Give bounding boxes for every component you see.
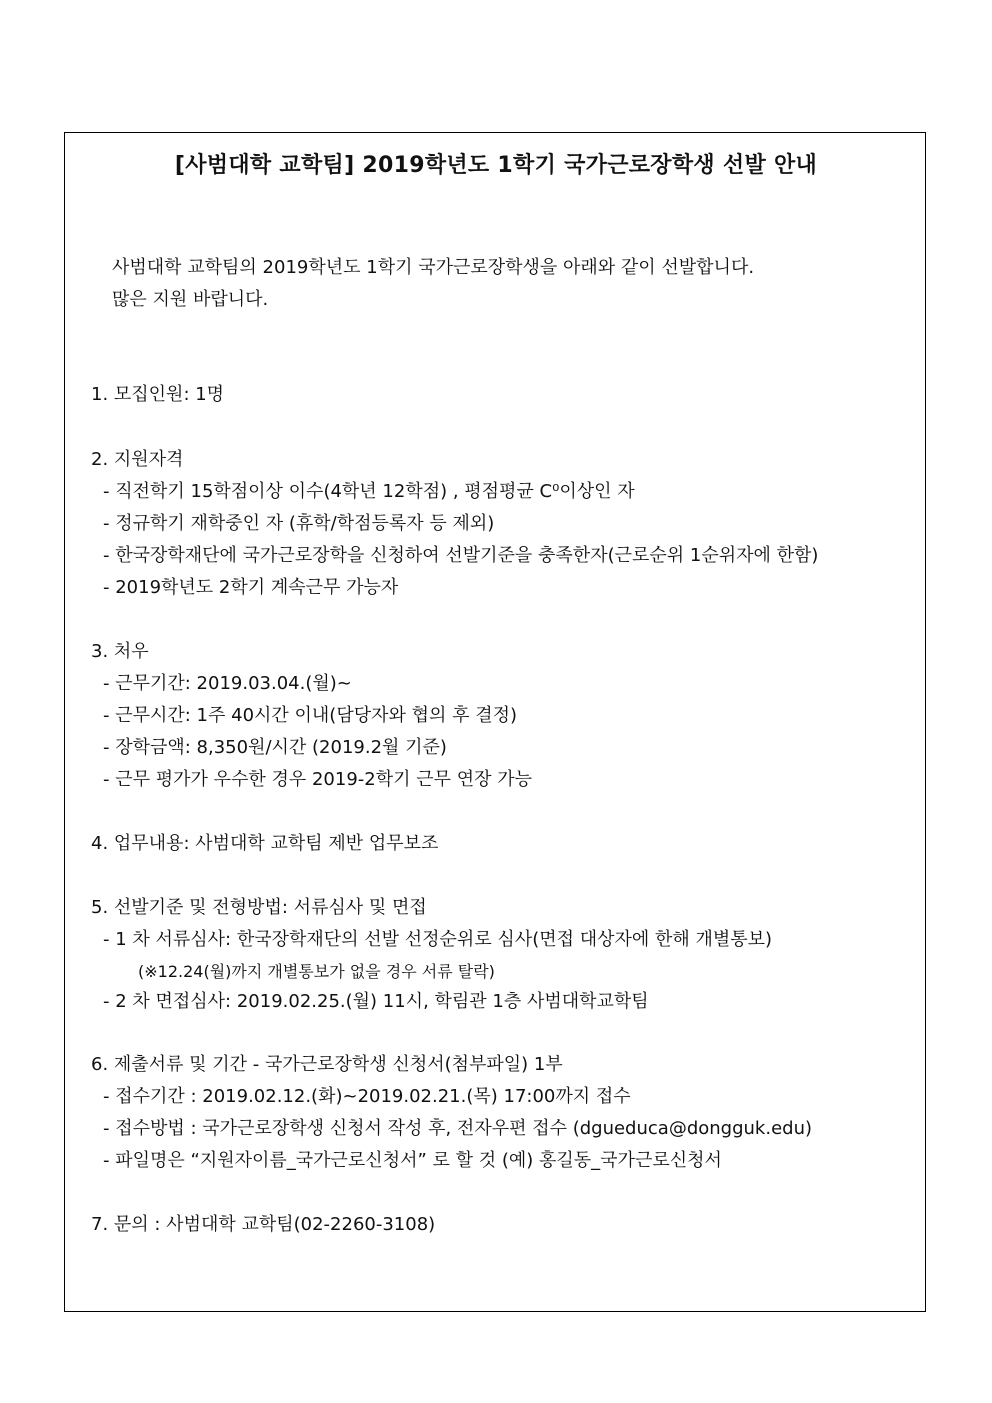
document-title: [사범대학 교학팀] 2019학년도 1학기 국가근로장학생 선발 안내 xyxy=(174,153,818,178)
benefits-item: - 근무 평가가 우수한 경우 2019-2학기 근무 연장 가능 xyxy=(103,769,533,790)
benefits-item: - 근무시간: 1주 40시간 이내(담당자와 협의 후 결정) xyxy=(103,705,517,726)
section-eligibility-heading: 2. 지원자격 xyxy=(91,449,184,470)
eligibility-item: - 한국장학재단에 국가근로장학을 신청하여 선발기준을 충족한자(근로순위 1순위자에 한함) xyxy=(103,545,819,566)
section-recruit-count: 1. 모집인원: 1명 xyxy=(91,384,225,405)
selection-item: - 2 차 면접심사: 2019.02.25.(월) 11시, 학림관 1층 사범대학교학팀 xyxy=(103,991,649,1012)
eligibility-item: - 정규학기 재학중인 자 (휴학/학점등록자 등 제외) xyxy=(103,513,495,534)
benefits-item: - 근무기간: 2019.03.04.(월)~ xyxy=(103,673,352,694)
documents-item: - 파일명은 “지원자이름_국가근로신청서” 로 할 것 (예) 홍길동_국가근로신청서 xyxy=(103,1150,722,1171)
selection-note: (※12.24(월)까지 개별통보가 없을 경우 서류 탈락) xyxy=(138,962,495,981)
section-contact: 7. 문의 : 사범대학 교학팀(02-2260-3108) xyxy=(91,1214,436,1235)
section-benefits-heading: 3. 처우 xyxy=(91,641,149,662)
documents-item: - 접수기간 : 2019.02.12.(화)~2019.02.21.(목) 17:00까지 접수 xyxy=(103,1086,631,1107)
selection-item: - 1 차 서류심사: 한국장학재단의 선발 선정순위로 심사(면접 대상자에 한해 개별통보) xyxy=(103,929,773,950)
benefits-item: - 장학금액: 8,350원/시간 (2019.2월 기준) xyxy=(103,737,447,758)
section-selection-heading: 5. 선발기준 및 전형방법: 서류심사 및 면접 xyxy=(91,897,427,918)
section-duties: 4. 업무내용: 사범대학 교학팀 제반 업무보조 xyxy=(91,833,439,854)
documents-item: - 접수방법 : 국가근로장학생 신청서 작성 후, 전자우편 접수 (dgueduca@dongguk.edu) xyxy=(103,1118,812,1139)
intro-line-2: 많은 지원 바랍니다. xyxy=(112,289,269,310)
section-documents-heading: 6. 제출서류 및 기간 - 국가근로장학생 신청서(첨부파일) 1부 xyxy=(91,1054,563,1075)
intro-line-1: 사범대학 교학팀의 2019학년도 1학기 국가근로장학생을 아래와 같이 선발합니다. xyxy=(112,257,755,278)
eligibility-item: - 직전학기 15학점이상 이수(4학년 12학점) , 평점평균 C⁰이상인 자 xyxy=(103,481,635,502)
eligibility-item: - 2019학년도 2학기 계속근무 가능자 xyxy=(103,577,399,598)
